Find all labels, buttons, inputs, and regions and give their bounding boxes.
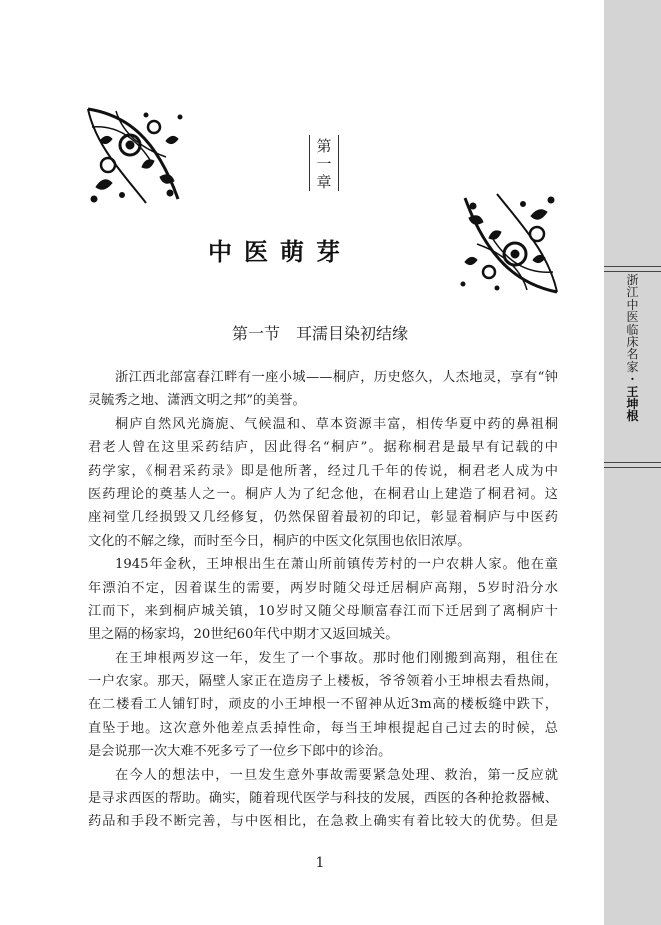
body-line: 年漂泊不定，因着谋生的需要，两岁时随父母迁居桐庐高翔，5岁时沿分水 [88,580,558,596]
body-line: 江而下，来到桐庐城关镇，10岁时又随父母顺富春江而下迁居到了离桐庐十 [88,603,558,619]
side-title-char: 家 [626,359,639,374]
body-line: 在王坤根两岁这一年，发生了一个事故。那时他们刚搬到高翔，租住在 [115,650,558,666]
body-line: 在今人的想法中，一旦发生意外事故需要紧急处理、救治，第一反应就 [115,767,558,783]
page-number: 1 [315,855,325,871]
body-line: 药学家，《桐君采药录》即是他所著，经过几千年的传说，桐君老人成为中 [88,463,558,479]
side-tab [604,0,661,925]
side-title-char: 根 [626,409,639,424]
side-rule-top-inner [604,271,661,272]
side-rule-top [604,266,661,267]
side-running-title [604,274,661,423]
floral-ornament-left [86,107,186,207]
body-text [88,366,558,834]
side-title-char: 临 [626,322,639,337]
side-title-char: 名 [626,347,639,362]
body-line: 直坠于地。这次意外他差点丢掉性命，每当王坤根提起自己过去的时候，总 [88,720,558,736]
body-line: 桐庐自然风光旖旎、气候温和、草本资源丰富，相传华夏中药的鼻祖桐 [115,416,558,432]
body-line: 医药理论的奠基人之一。桐庐人为了纪念他，在桐君山上建造了桐君祠。这 [88,486,558,502]
side-rule-bottom [604,462,661,463]
side-title-char: 江 [626,285,639,300]
side-title-char: 浙 [626,273,639,287]
body-line: 是寻求西医的帮助。确实，随着现代医学与科技的发展，西医的各种抢救器械、 [88,791,558,807]
chapter-label-char: 一 [316,155,332,173]
side-rule-bottom-inner [604,467,661,468]
body-line: 灵毓秀之地、潇洒文明之邦”的美誉。 [88,393,306,409]
body-line: 药品和手段不断完善，与中医相比，在急救上确实有着比较大的优势。但是 [88,814,558,830]
chapter-title: 中医萌芽 [208,237,352,266]
body-line: 1945年金秋，王坤根出生在萧山所前镇传芳村的一户农耕人家。他在童 [115,557,558,573]
chapter-label-box [309,135,339,191]
side-title-char: 坤 [626,397,639,412]
side-title-char: · [630,372,635,387]
body-line: 里之隔的杨家坞，20世纪60年代中期才又返回城关。 [88,627,399,643]
floral-ornament-right [457,188,559,294]
side-title-char: 中 [626,297,639,312]
body-line: 君老人曾在这里采药结庐，因此得名“桐庐”。据称桐君是最早有记载的中 [88,440,558,456]
chapter-label-char: 第 [316,137,332,155]
side-title-char: 医 [626,310,639,325]
chapter-label [310,137,338,191]
body-line: 文化的不解之缘，而时至今日，桐庐的中医文化氛围也依旧浓厚。 [88,533,471,549]
section-title: 第一节 耳濡目染初结缘 [231,324,408,343]
side-title-char: 床 [626,335,639,350]
body-line: 座祠堂几经损毁又几经修复，仍然保留着最初的印记，彰显着桐庐与中医药 [88,510,558,526]
body-line: 浙江西北部富春江畔有一座小城——桐庐，历史悠久，人杰地灵，享有“钟 [115,370,558,385]
body-line: 在二楼看工人铺钉时，顽皮的小王坤根一不留神从近3m高的楼板缝中跌下， [88,697,558,713]
body-line: 一户农家。那天，隔壁人家正在造房子上楼板，爷爷领着小王坤根去看热闹， [88,674,558,690]
side-title-char: 王 [626,384,639,399]
body-line: 是会说那一次大难不死多亏了一位乡下郎中的诊治。 [88,744,392,760]
chapter-label-char: 章 [316,173,332,191]
